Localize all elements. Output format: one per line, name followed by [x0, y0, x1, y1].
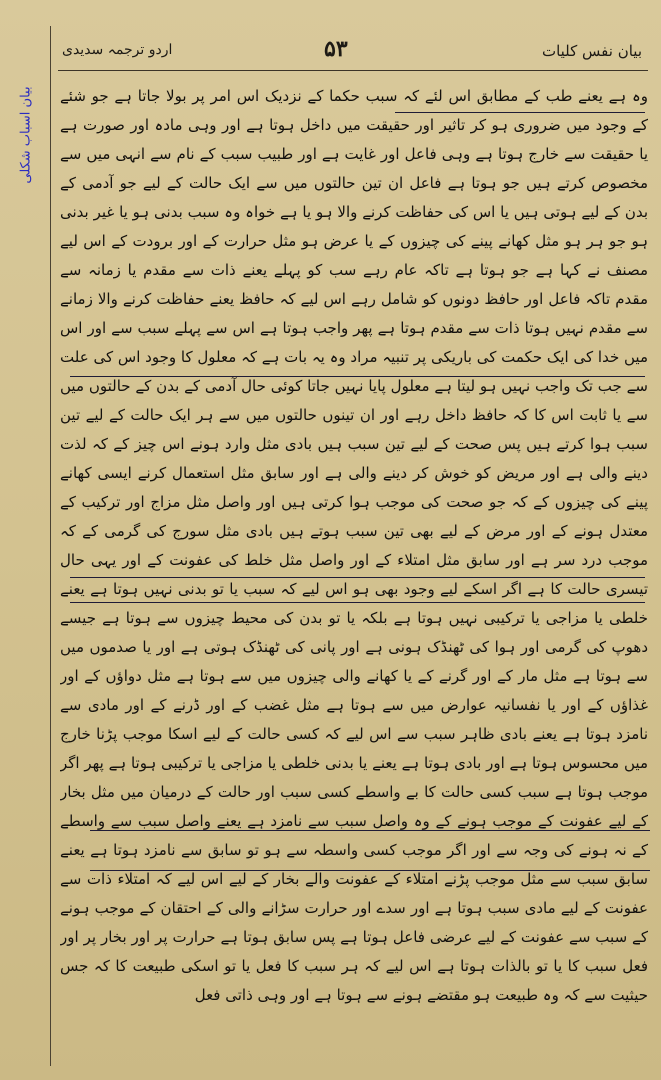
ink-underline: [90, 870, 650, 871]
ink-underline: [70, 577, 645, 578]
ink-underline: [395, 112, 645, 113]
margin-annotation-text: بیان اسباب شکلی: [18, 86, 34, 184]
page-number: ۵۳: [324, 36, 348, 62]
page-header: [56, 38, 646, 68]
ink-underline: [70, 602, 645, 603]
ink-underline: [70, 376, 645, 377]
paragraph: وہ ہے یعنے طب کے مطابق اس لئے کہ سبب حکما کے نزدیک اس امر پر بولا جاتا ہے جو شئے کے وجود میں ضروری ہو کر تاثیر اور حقیقت میں داخل ہوتا ہے اور وہی مادہ اور صورت ہے یا حقیقت سے خارج ہوتا ہے وہی فاعل اور غایت ہے اور طبیب سبب کے نام سے انہی میں سے مخصوص کرتے ہیں جو ہوتا ہے فاعل ان تین حالتوں میں سے ایک حالت کے لیے جو آدمی کے بدن کے لیے ہوتی ہیں یا اس کی حفاظت کرنے والا ہو یا ہے خواہ وہ سبب بدنی ہو یا غیر بدنی ہو جو ہر ہو مثل کھانے پینے کی چیزوں کے یا عرض ہو مثل حرارت کے اور برودت کے اس لیے مصنف نے کہا ہے جو ہوتا ہے تاکہ عام رہے سب کو پہلے یعنے ذات سے مقدم یا زمانہ سے مقدم تاکہ فاعل اور حافظ دونوں کو شامل رہے اس لیے کہ حافظ یعنے حفاظت کرنے والا زمانے سے مقدم نہیں ہوتا ذات سے مقدم ہوتا ہے پھر واجب ہوتا ہے اس سے پہلے سبب سے اور اس میں خدا کی ایک حکمت کی باریکی پر تنبیہ مراد وہ یہ بات ہے کہ معلول کا وجود اس کی علت سے جب تک واجب نہیں ہو لیتا ہے معلول پایا نہیں جاتا کوئی حال آدمی کے بدن کے حالتوں میں سے یا ثابت اس کا کہ حافظ داخل رہے اور ان تینوں حالتوں میں سے ہر ایک حالت کے لیے تین سبب ہوا کرتے ہیں پس صحت کے لیے تین سبب ہیں بادی مثل وارد ہونے اس چیز کے کہ لذت دینے والی ہے اور مریض کو خوش کر دینے والی ہے اور سابق مثل استعمال کرنے ایسی کھانے پینے کی چیزوں کے کہ جو صحت کی موجب ہوا کرتی ہیں اور واصل مثل مزاج اور ترکیب کے معتدل ہونے کے اور مرض کے لیے بھی تین سبب ہوتے ہیں بادی مثل سورج کی گرمی کے کہ موجب درد سر ہے اور سابق مثل امتلاء کے اور واصل مثل خلط کی عفونت کے اور یہی حال تیسری حالت کا ہے اگر اسکے لیے وجود بھی ہو اس لیے کہ سبب یا تو بدنی نہیں ہوتا ہے یعنے خلطی یا مزاجی یا ترکیبی نہیں ہوتا ہے بلکہ یا تو بدن کی محیط چیزوں سے ہوتا ہے جیسے دھوپ کی گرمی اور ہوا کی ٹھنڈک ہونی ہے اور پانی کی ٹھنڈک ہوتی ہے اور یا صدموں میں سے ہوتا ہے مثل مار کے اور گرنے کے یا کھانے والی چیزوں میں سے ہوتا ہے مثل دواؤں کے اور غذاؤں کے اور یا نفسانیہ عوارض میں سے ہوتا ہے مثل غضب کے اور ڈرنے کے اور مادی سے نامزد ہوتا ہے یعنے بادی ظاہر سبب سے اس لیے کہ کسی حالت کے لیے اسکا موجب پڑنا خارج میں محسوس ہوتا ہے اور بادی ہوتا ہے یعنے یا بدنی خلطی یا مزاجی یا ترکیبی ہوتا ہے پھر اگر موجب ہوتا ہے سبب کسی حالت کا بے واسطے کسی سبب اور حالت کے درمیان میں مثل بخار کے لیے عفونت کے موجب ہونے کے وہ واصل سبب سے نامزد ہے یعنے واصل سبب سے واسطے کے نہ ہونے کی وجہ سے اور اگر موجب کسی واسطہ سے ہو تو سابق سے نامزد ہوتا ہے یعنے سابق سبب سے مثل موجب پڑنے امتلاء کے عفونت والے بخار کے لیے اس لیے کہ امتلاء ذات سے عفونت کے لیے مادی سبب ہوتا ہے اور سدے اور حرارت سڑانے والی کے احتقان کے موجب ہونے کے سبب سے عفونت کے لیے عرضی فاعل ہوتا ہے پس سابق ہوتا ہے حرارت پر اور بخار پر اور فعل سبب کا یا تو بالذات ہوتا ہے اس لیے کہ ہر سبب کا فعل یا تو اسکی طبیعت کا کہ جس حیثیت سے کہ وہ طبیعت ہو مقتضے ہونے سے ہوتا ہے اور وہی ذاتی فعل: [60, 87, 648, 1004]
margin-annotation: [4, 60, 48, 210]
book-title: بیان نفس کلیات: [541, 42, 642, 60]
header-divider: [58, 70, 648, 71]
translation-title: اردو ترجمہ سدیدی: [62, 42, 173, 58]
ink-underline: [90, 830, 650, 831]
body-text: [60, 82, 648, 1067]
